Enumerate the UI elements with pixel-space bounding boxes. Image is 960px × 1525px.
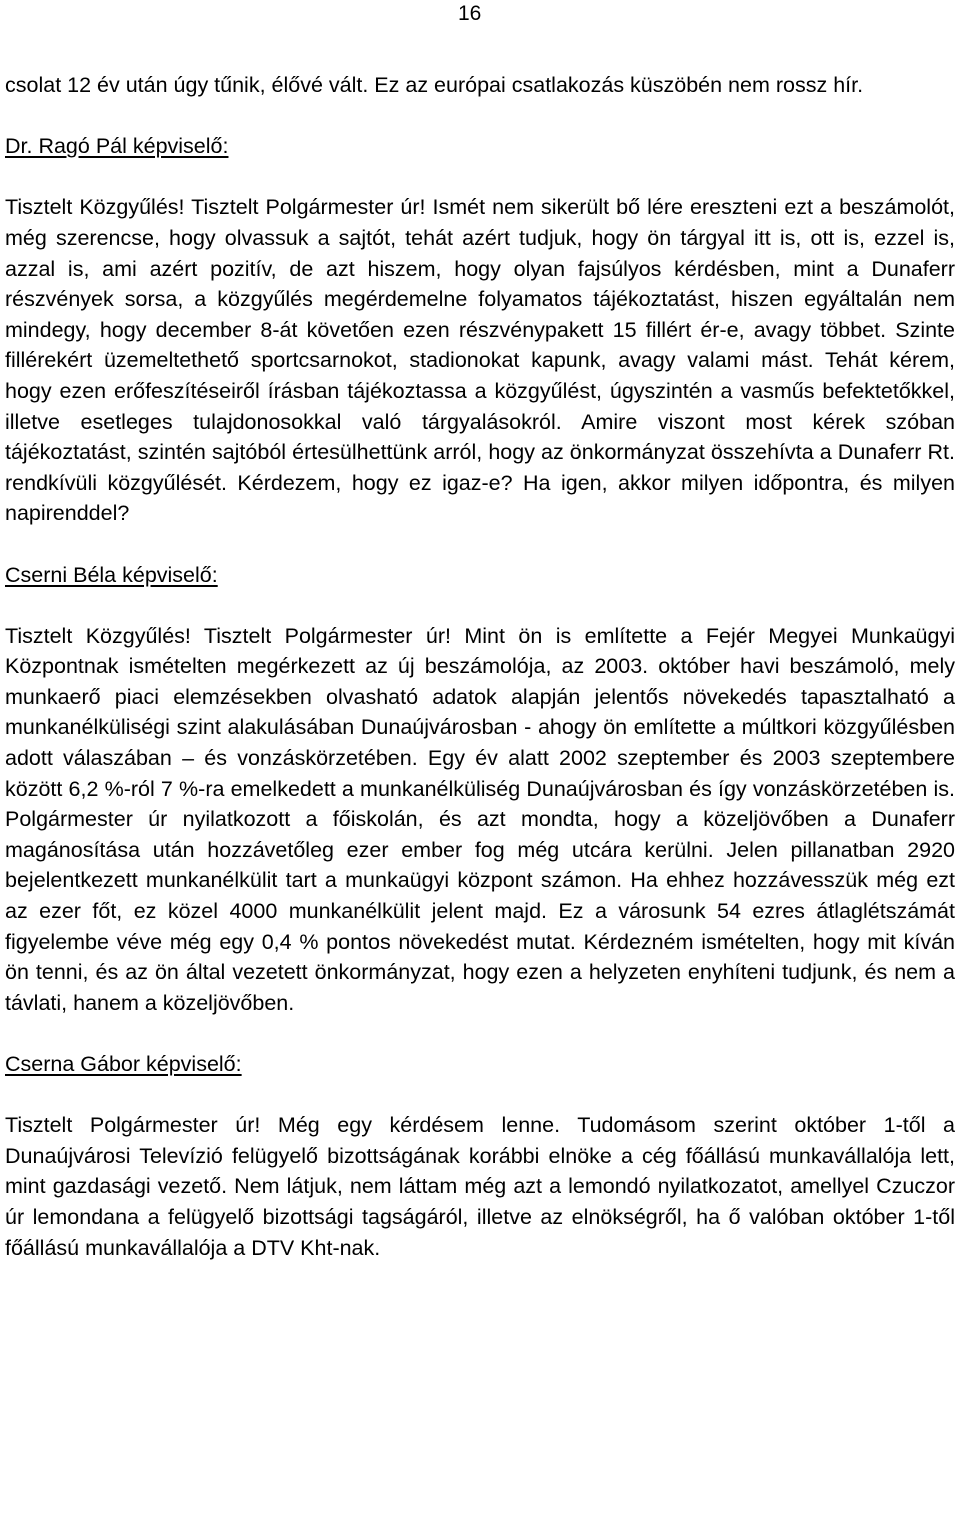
speaker-heading-cserni: Cserni Béla képviselő:	[5, 562, 218, 587]
paragraph-cserna-speech: Tisztelt Polgármester úr! Még egy kérdésem lenne. Tudomásom szerint október 1-től a Dunaújvárosi Televízió felügyelő bizottságának korábbi elnöke a cég főállású munkavállalója lett, mint gazdasági vezető. Nem látjuk, nem láttam még azt a lemondó nyilatkozatot, amellyel Czuczor úr lemondana a felügyelő bizottsági tagságáról, illetve az elnökségről, ha ő valóban október 1-től főállású munkavállalója a DTV Kht-nak.	[5, 1113, 955, 1260]
paragraph-cserni-speech: Tisztelt Közgyűlés! Tisztelt Polgármester úr! Mint ön is említette a Fejér Megyei Munkaügyi Központnak ismételten megérkezett az új beszámolója, az 2003. október havi beszámoló, mely munkaerő piaci elemzésekben olvasható adatok alapján jelentős növekedés tapasztalható a munkanélküliségi szint alakulásában Dunaújvárosban - ahogy ön említette a múltkori közgyűlésben adott válaszában – és vonzáskörzetében. Egy év alatt 2002 szeptember és 2003 szeptembere között 6,2 %-ról 7 %-ra emelkedett a munkanélküliség Dunaújvárosban és így vonzáskörzetében is. Polgármester úr nyilatkozott a főiskolán, és azt mondta, hogy a közeljövőben a Dunaferr magánosítása után hozzávetőleg ezer ember fog még utcára kerülni. Jelen pillanatban 2920 bejelentkezett munkanélkülit tart a munkaügyi központ számon. Ha ehhez hozzávesszük még ezt az ezer főt, ez közel 4000 munkanélkülit jelent majd. Ez a városunk 54 ezres átlaglétszámát figyelembe véve még egy 0,4 % pontos növekedést mutat. Kérdezném ismételten, hogy mit kíván ön tenni, és az ön által vezetett önkormányzat, hogy ezen a helyzeten enyhíteni tudjunk, és nem a távlati, hanem a közeljövőben.	[5, 623, 955, 1015]
document-body	[5, 70, 955, 1294]
speaker-heading-cserna: Cserna Gábor képviselő:	[5, 1052, 242, 1076]
speaker-heading-rago: Dr. Ragó Pál képviselő:	[5, 134, 229, 159]
page-number: 16	[458, 2, 482, 25]
paragraph-rago-speech: Tisztelt Közgyűlés! Tisztelt Polgármester úr! Ismét nem sikerült bő lére ereszteni ezt a beszámolót, még szerencse, hogy olvassuk a sajtót, tehát azért tudjuk, hogy ön tárgyal itt is, ott is, ezzel is, azzal is, ami azért pozitív, de azt hiszem, hogy olyan fajsúlyos kérdésben, mint a Dunaferr részvények sorsa, a közgyűlés megérdemelne folyamatos tájékoztatást, hiszen egyáltalán nem mindegy, hogy december 8-át követően ezen részvénypakett 15 fillért ér-e, avagy többet. Szinte fillérekért üzemeltethető sportcsarnokot, stadionokat kapunk, avagy valami mást. Tehát kérem, hogy ezen erőfeszítéseiről írásban tájékoztassa a közgyűlést, úgyszintén a vasműs befektetőkkel, illetve esetleges tulajdonosokkal való tárgyalásokról. Amire viszont most kérek szóban tájékoztatást, szintén sajtóból értesülhettünk arról, hogy az önkormányzat összehívta a Dunaferr Rt. rendkívüli közgyűlését. Kérdezem, hogy ez igaz-e? Ha igen, akkor milyen időpontra, és milyen napirenddel?	[5, 195, 955, 526]
paragraph-continuation: csolat 12 év után úgy tűnik, élővé vált. Ez az európai csatlakozás küszöbén nem rossz hír.	[5, 73, 864, 97]
